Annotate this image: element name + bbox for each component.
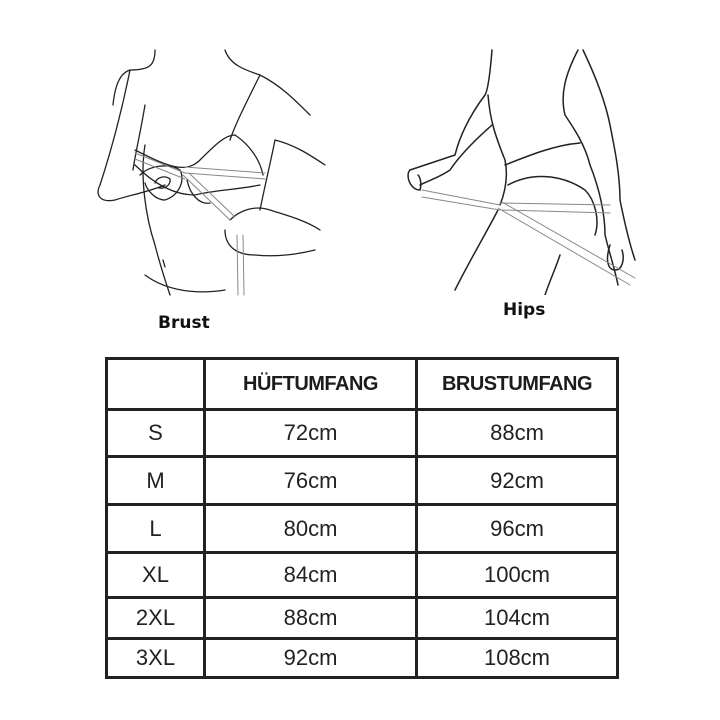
table-row bbox=[107, 505, 618, 553]
table-row bbox=[107, 598, 618, 639]
size-cell: S bbox=[107, 410, 205, 457]
bust-label: Brust bbox=[158, 313, 210, 333]
hip-cell: 80cm bbox=[205, 505, 417, 553]
table-row bbox=[107, 410, 618, 457]
table-header-row bbox=[107, 359, 618, 410]
bust-cell: 104cm bbox=[417, 598, 618, 639]
bust-cell: 92cm bbox=[417, 457, 618, 505]
header-hip-circumference: HÜFTUMFANG bbox=[205, 359, 417, 410]
header-bust-circumference: BRUSTUMFANG bbox=[417, 359, 618, 410]
hip-cell: 76cm bbox=[205, 457, 417, 505]
size-cell: XL bbox=[107, 553, 205, 598]
table-row bbox=[107, 553, 618, 598]
table-row bbox=[107, 457, 618, 505]
bust-cell: 108cm bbox=[417, 639, 618, 678]
bust-measurement-illustration bbox=[85, 45, 335, 300]
bust-cell: 96cm bbox=[417, 505, 618, 553]
bust-cell: 88cm bbox=[417, 410, 618, 457]
size-cell: 3XL bbox=[107, 639, 205, 678]
hip-cell: 92cm bbox=[205, 639, 417, 678]
hip-cell: 84cm bbox=[205, 553, 417, 598]
size-cell: 2XL bbox=[107, 598, 205, 639]
bust-cell: 100cm bbox=[417, 553, 618, 598]
size-chart-table bbox=[105, 357, 619, 679]
hip-cell: 72cm bbox=[205, 410, 417, 457]
hip-cell: 88cm bbox=[205, 598, 417, 639]
size-cell: L bbox=[107, 505, 205, 553]
hips-label: Hips bbox=[503, 300, 546, 320]
hip-measurement-illustration bbox=[400, 45, 645, 295]
size-cell: M bbox=[107, 457, 205, 505]
table-row bbox=[107, 639, 618, 678]
header-size bbox=[107, 359, 205, 410]
